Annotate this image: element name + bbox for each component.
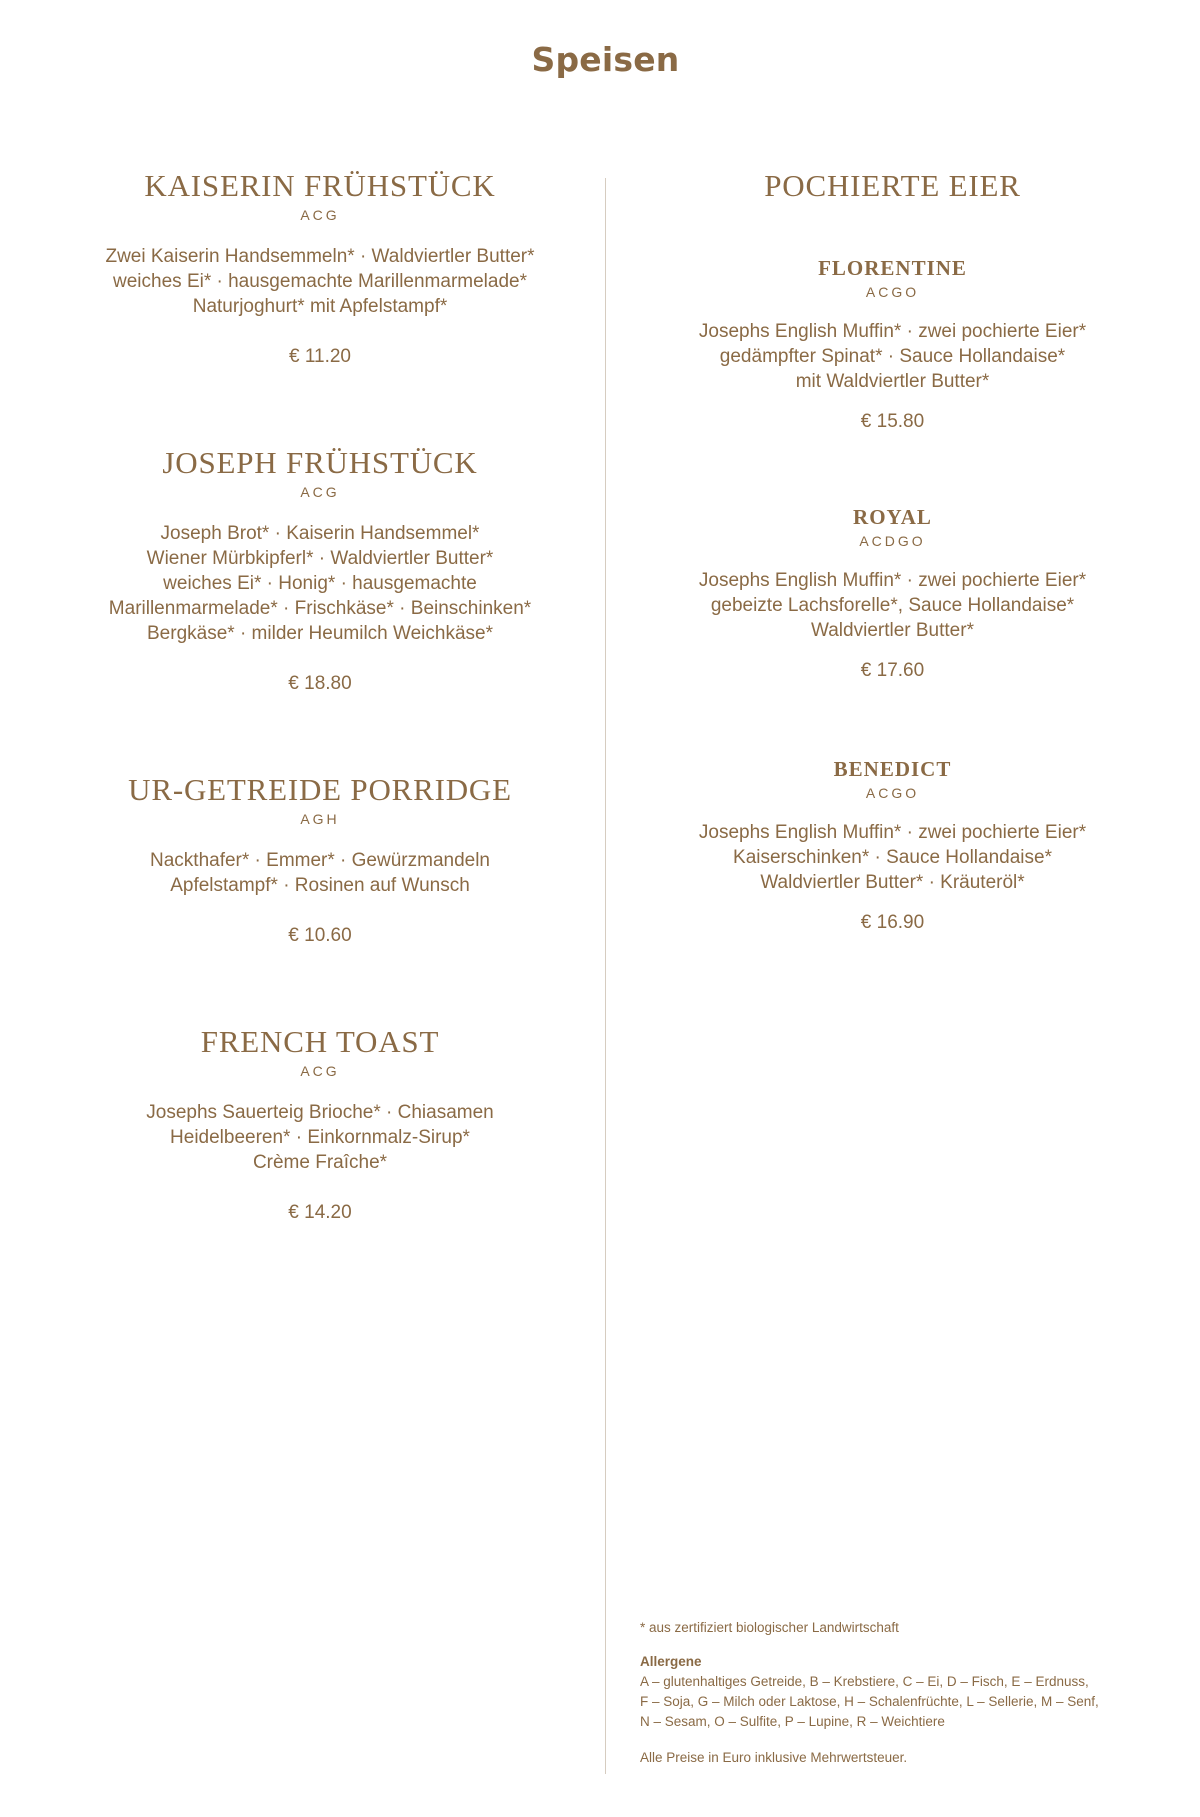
dish-description <box>80 848 560 898</box>
description-line: mit Waldviertler Butter* <box>795 371 990 392</box>
section-title: POCHIERTE EIER <box>764 168 1021 203</box>
dish-royal <box>640 504 1145 683</box>
description-line: Waldviertler Butter* · Kräuteröl* <box>760 872 1025 893</box>
dish-title: JOSEPH FRÜHSTÜCK <box>162 445 478 480</box>
description-line: weiches Ei* · Honig* · hausgemachte <box>163 573 477 594</box>
description-line: Crème Fraîche* <box>252 1152 388 1173</box>
dish-price: € 14.20 <box>288 1202 352 1223</box>
allergen-heading: Allergene <box>640 1654 702 1669</box>
allergen-code: AGH <box>300 811 340 827</box>
allergen-legend-line: A – glutenhaltiges Getreide, B – Krebstiere, C – Ei, D – Fisch, E – Erdnuss, <box>640 1674 1089 1689</box>
dish-description <box>80 244 560 319</box>
description-line: Heidelbeeren* · Einkornmalz-Sirup* <box>170 1127 470 1148</box>
description-line: Marillenmarmelade* · Frischkäse* · Beinschinken* <box>108 598 532 619</box>
tax-note: Alle Preise in Euro inklusive Mehrwertsteuer. <box>640 1750 908 1765</box>
dish-joseph-fruehstueck <box>80 445 560 696</box>
dish-title: FRENCH TOAST <box>200 1024 440 1059</box>
dish-french-toast <box>80 1024 560 1225</box>
dish-description <box>640 568 1145 643</box>
dish-title: UR-GETREIDE PORRIDGE <box>128 772 512 807</box>
description-line: Nackthafer* · Emmer* · Gewürzmandeln <box>150 850 490 871</box>
dish-title: BENEDICT <box>833 757 952 781</box>
dish-ur-getreide-porridge <box>80 772 560 948</box>
dish-description <box>80 1100 560 1175</box>
description-line: Josephs English Muffin* · zwei pochierte Eier* <box>698 570 1087 591</box>
description-line: Naturjoghurt* mit Apfelstampf* <box>192 296 448 317</box>
description-line: Josephs English Muffin* · zwei pochierte Eier* <box>698 822 1087 843</box>
dish-price: € 18.80 <box>288 673 352 694</box>
dish-price: € 10.60 <box>288 925 352 946</box>
dish-price: € 11.20 <box>289 346 351 367</box>
dish-price: € 16.90 <box>860 912 925 933</box>
description-line: Wiener Mürbkipferl* · Waldviertler Butter* <box>146 548 494 569</box>
description-line: gebeizte Lachsforelle*, Sauce Hollandaise* <box>710 595 1075 616</box>
allergen-code: ACG <box>300 1063 340 1079</box>
page-title: Speisen <box>531 40 680 79</box>
dish-benedict <box>640 756 1145 935</box>
description-line: Bergkäse* · milder Heumilch Weichkäse* <box>147 623 493 644</box>
allergen-code: ACG <box>300 484 340 500</box>
dish-kaiserin-fruehstueck <box>80 168 560 369</box>
description-line: Josephs Sauerteig Brioche* · Chiasamen <box>146 1102 494 1123</box>
description-line: Apfelstampf* · Rosinen auf Wunsch <box>170 875 470 896</box>
dish-title: FLORENTINE <box>818 256 967 280</box>
organic-note: * aus zertifiziert biologischer Landwirtschaft <box>640 1620 899 1635</box>
dish-description <box>640 319 1145 394</box>
description-line: Josephs English Muffin* · zwei pochierte Eier* <box>698 321 1087 342</box>
allergen-legend-line: N – Sesam, O – Sulfite, P – Lupine, R – Weichtiere <box>640 1714 945 1729</box>
footer-notes <box>640 1618 1160 1768</box>
dish-price: € 15.80 <box>860 411 925 432</box>
allergen-code: ACGO <box>865 785 920 801</box>
description-line: Kaiserschinken* · Sauce Hollandaise* <box>733 847 1052 868</box>
allergen-code: ACGO <box>865 284 920 300</box>
dish-title: KAISERIN FRÜHSTÜCK <box>144 168 496 203</box>
dish-title: ROYAL <box>853 505 932 529</box>
dish-description <box>80 521 560 646</box>
description-line: weiches Ei* · hausgemachte Marillenmarmelade* <box>113 271 527 292</box>
column-divider <box>605 178 606 1774</box>
allergen-legend-line: F – Soja, G – Milch oder Laktose, H – Schalenfrüchte, L – Sellerie, M – Senf, <box>640 1694 1099 1709</box>
description-line: gedämpfter Spinat* · Sauce Hollandaise* <box>719 346 1066 367</box>
dish-description <box>640 820 1145 895</box>
dish-florentine <box>640 255 1145 434</box>
section-pochierte-eier <box>640 168 1145 204</box>
description-line: Zwei Kaiserin Handsemmeln* · Waldviertler Butter* <box>105 246 535 267</box>
allergen-code: ACG <box>300 207 340 223</box>
description-line: Joseph Brot* · Kaiserin Handsemmel* <box>160 523 480 544</box>
description-line: Waldviertler Butter* <box>811 620 974 641</box>
dish-price: € 17.60 <box>860 660 925 681</box>
allergen-code: ACDGO <box>859 533 926 549</box>
